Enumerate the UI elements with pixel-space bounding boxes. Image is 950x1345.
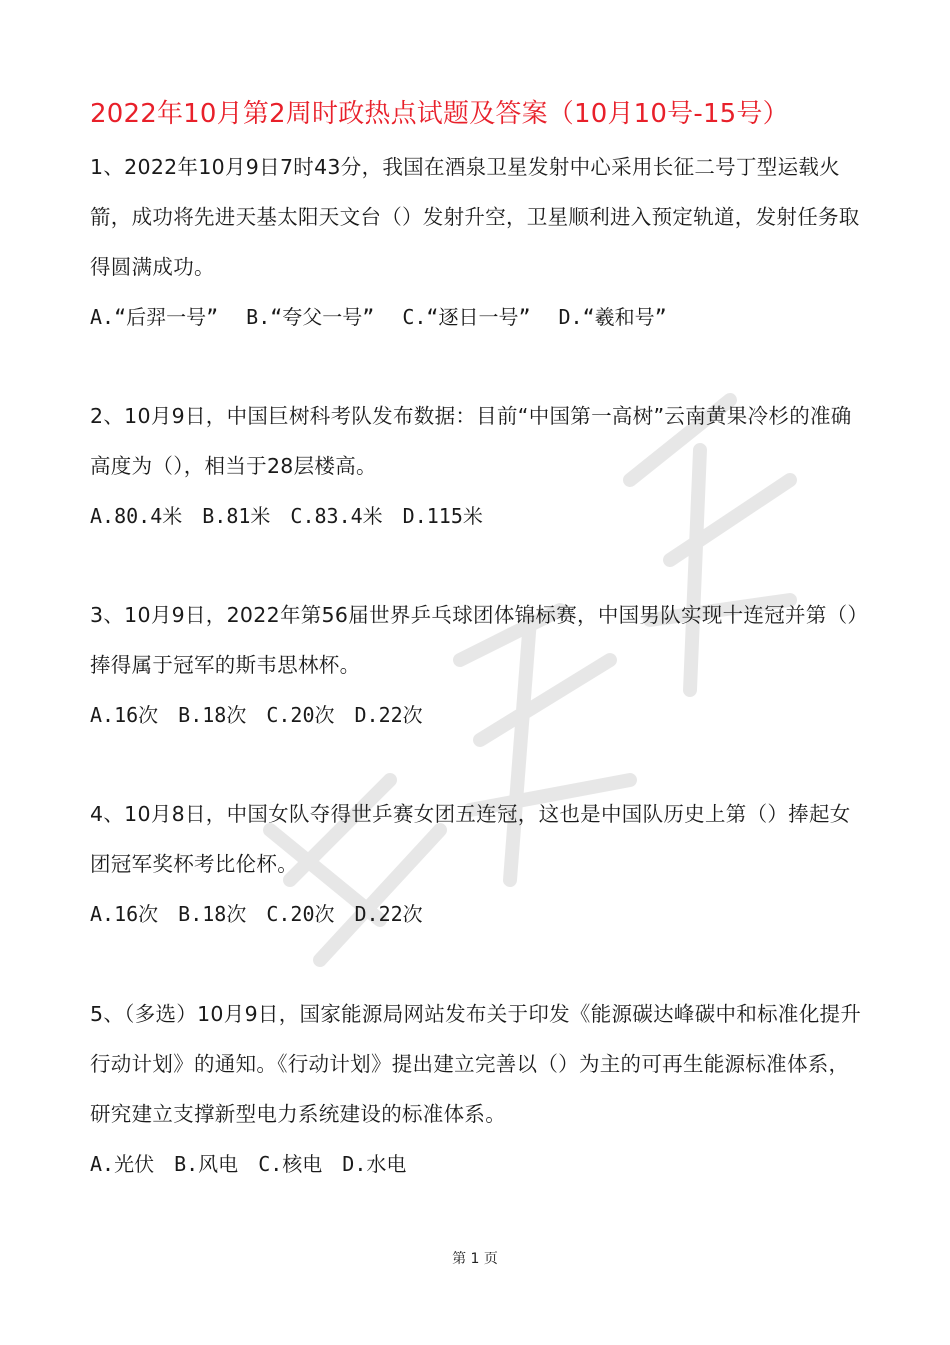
option-d: D.115米 [402,504,483,528]
question-options [90,690,870,740]
option-c: C.83.4米 [290,504,383,528]
option-a: A.80.4米 [90,504,183,528]
question-1 [90,142,870,342]
option-d: D.22次 [354,902,423,926]
option-c: C.“逐日一号” [402,305,531,329]
question-options [90,491,870,541]
question-stem: 3、10月9日，2022年第56届世界乒乓球团体锦标赛，中国男队实现十连冠并第（）捧得属于冠军的斯韦思林杯。 [90,603,869,677]
question-4 [90,789,870,939]
option-b: B.81米 [202,504,271,528]
question-options [90,292,870,342]
question-3 [90,590,870,740]
question-stem: 1、2022年10月9日7时43分，我国在酒泉卫星发射中心采用长征二号丁型运载火箭，成功将先进天基太阳天文台（）发射升空，卫星顺利进入预定轨道，发射任务取得圆满成功。 [90,155,860,279]
page-number: 第 1 页 [452,1251,498,1267]
option-d: D.水电 [342,1152,407,1176]
question-5 [90,989,870,1189]
option-d: D.22次 [354,703,423,727]
option-a: A.16次 [90,902,159,926]
option-b: B.风电 [174,1152,239,1176]
question-stem: 4、10月8日，中国女队夺得世乒赛女团五连冠，这也是中国队历史上第（）捧起女团冠军奖杯考比伦杯。 [90,802,851,876]
question-stem: 2、10月9日，中国巨树科考队发布数据：目前“中国第一高树”云南黄果冷杉的准确高度为（），相当于28层楼高。 [90,404,852,478]
option-a: A.16次 [90,703,159,727]
question-options [90,889,870,939]
question-stem: 5、（多选）10月9日，国家能源局网站发布关于印发《能源碳达峰碳中和标准化提升行动计划》的通知。《行动计划》提出建立完善以（）为主的可再生能源标准体系，研究建立支撑新型电力系统建设的标准体系。 [90,1002,862,1126]
option-b: B.“夸父一号” [246,305,375,329]
option-d: D.“羲和号” [558,305,667,329]
option-c: C.20次 [266,703,335,727]
option-c: C.20次 [266,902,335,926]
option-c: C.核电 [258,1152,323,1176]
option-a: A.“后羿一号” [90,305,219,329]
option-b: B.18次 [178,902,247,926]
option-a: A.光伏 [90,1152,155,1176]
option-b: B.18次 [178,703,247,727]
document-title: 2022年10月第2周时政热点试题及答案（10月10号-15号） [90,99,789,129]
question-2 [90,391,870,541]
question-options [90,1139,870,1189]
